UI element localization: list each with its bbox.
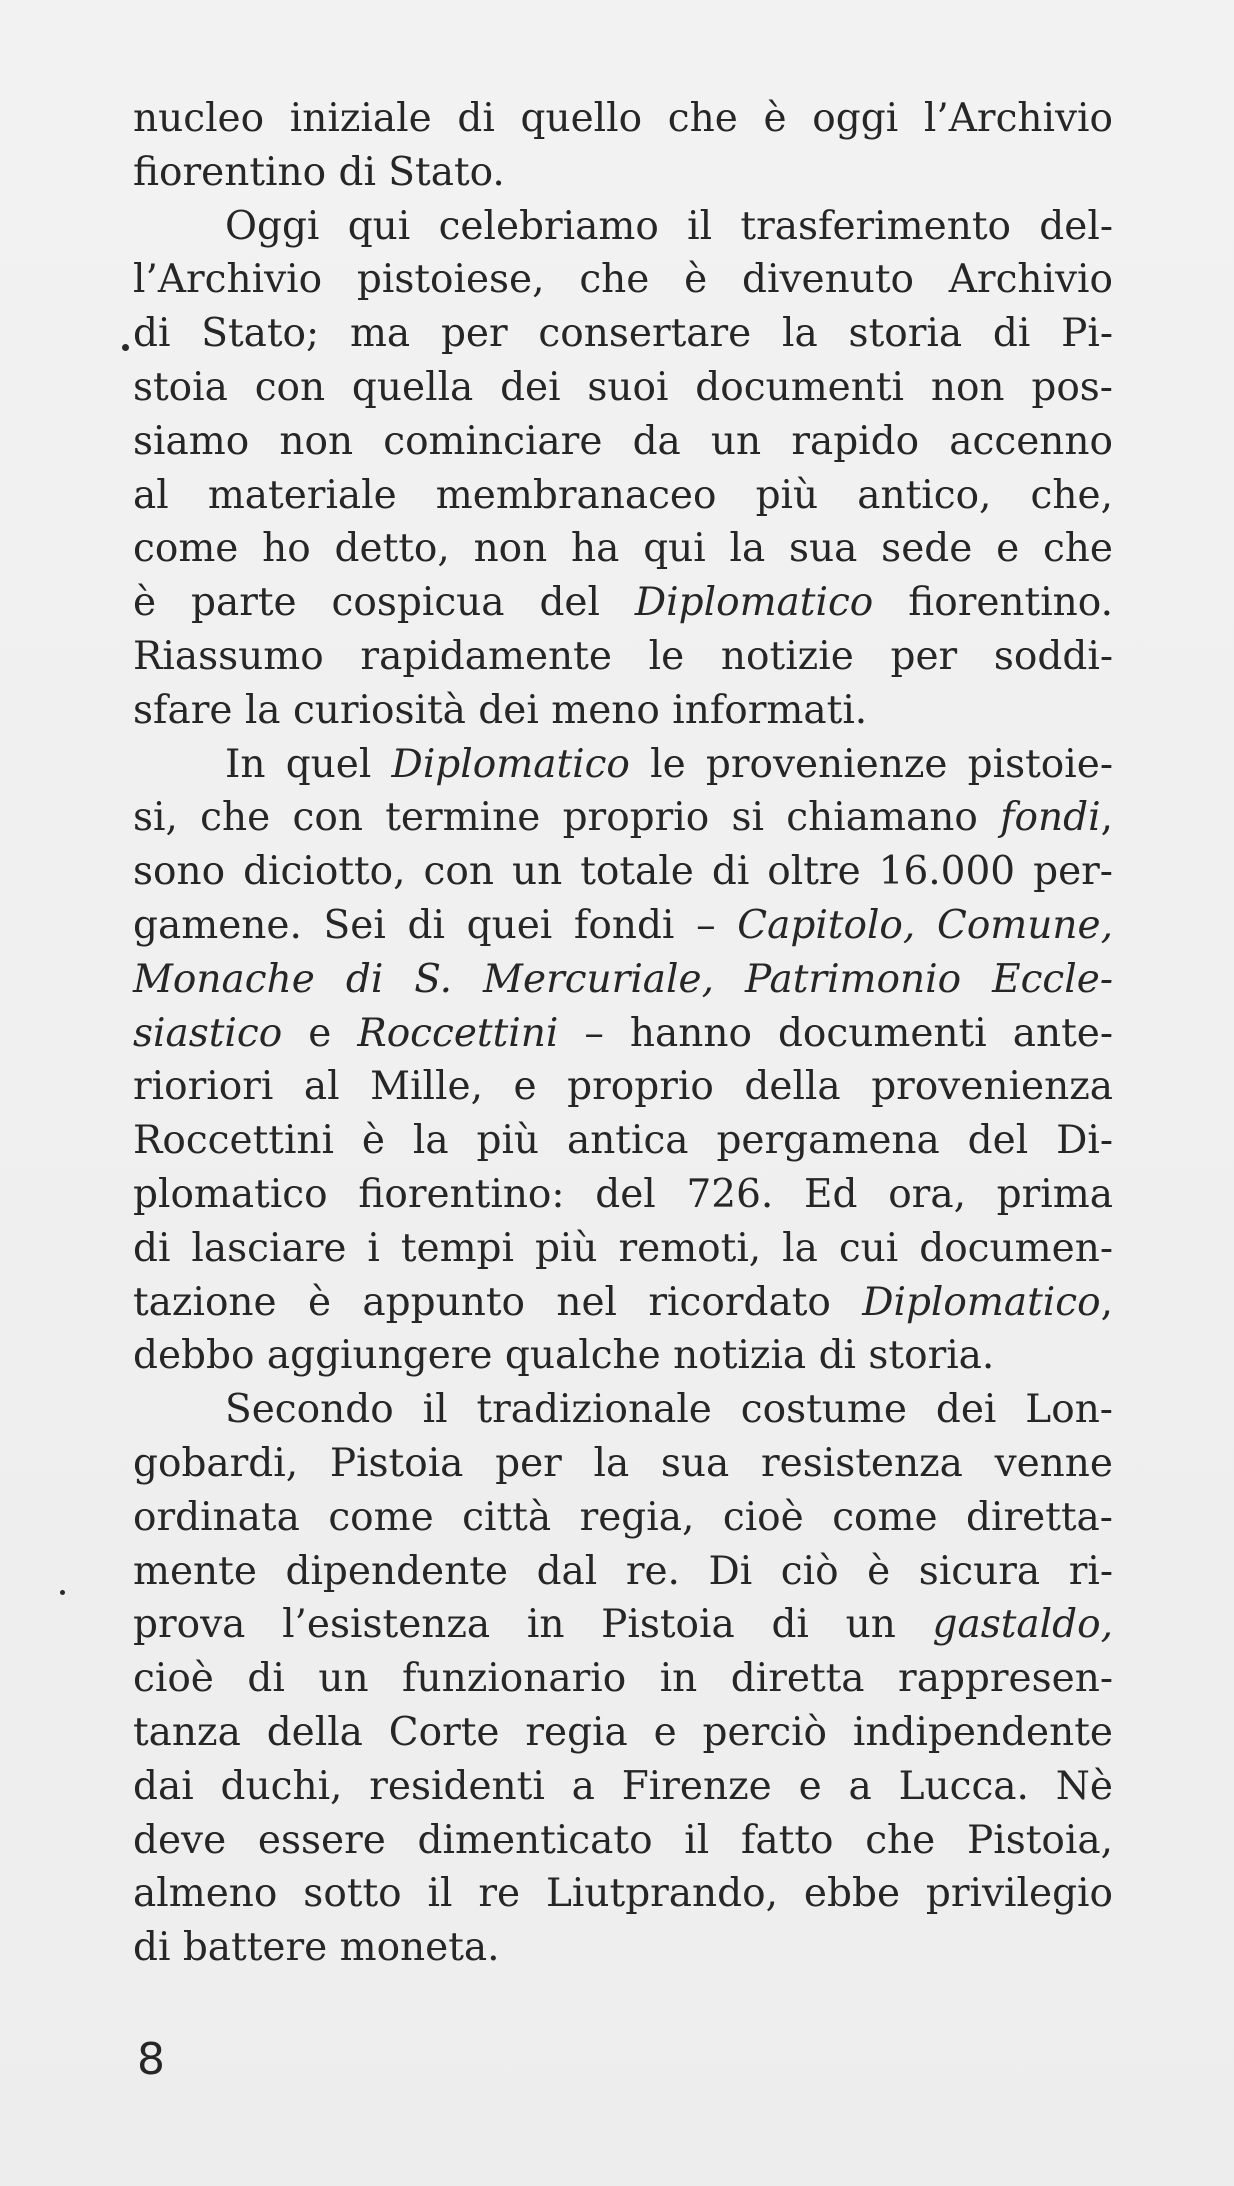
text-line (133, 1222, 1113, 1276)
italic-text: gastaldo, (932, 1602, 1113, 1648)
text-line (133, 1598, 1113, 1652)
italic-text: Monache di S. Mercuriale, Patrimonio Eccle- (133, 956, 1113, 1002)
text-run: si, che con termine proprio si chiamano (133, 795, 1001, 841)
body-text (133, 92, 1113, 1975)
text-run: di battere moneta. (133, 1925, 500, 1971)
text-line (133, 1545, 1113, 1599)
italic-text: Capitolo, Comune, (737, 902, 1113, 948)
text-line (133, 307, 1113, 361)
text-run: dai duchi, residenti a Firenze e a Lucca. Nè (133, 1763, 1113, 1809)
text-run: deve essere dimenticato il fatto che Pistoia, (133, 1817, 1113, 1863)
text-run: al materiale membranaceo più antico, che, (133, 472, 1113, 518)
text-run: Secondo il tradizionale costume dei Lon- (225, 1387, 1113, 1433)
text-run: l’Archivio pistoiese, che è divenuto Archivio (133, 257, 1113, 303)
text-line (133, 200, 1113, 254)
text-line (133, 899, 1113, 953)
text-run: cioè di un funzionario in diretta rappresen- (133, 1656, 1113, 1702)
print-speck (60, 1590, 65, 1595)
text-run: sono diciotto, con un totale di oltre 16.000 per- (133, 849, 1113, 895)
text-line (133, 1760, 1113, 1814)
text-line (133, 1114, 1113, 1168)
text-run: – hanno documenti ante- (558, 1010, 1113, 1056)
italic-text: fondi (1000, 795, 1101, 841)
text-run: prova l’esistenza in Pistoia di un (133, 1602, 933, 1648)
text-line (133, 738, 1113, 792)
text-line (133, 1921, 1113, 1975)
text-line (133, 1867, 1113, 1921)
text-run: tazione è appunto nel ricordato (133, 1279, 863, 1325)
text-line (133, 1007, 1113, 1061)
text-line (133, 791, 1113, 845)
text-run: e (282, 1010, 358, 1056)
text-run: In quel (225, 741, 392, 787)
paragraph (133, 92, 1113, 200)
text-line (133, 1652, 1113, 1706)
text-line (133, 1168, 1113, 1222)
text-run: nucleo iniziale di quello che è oggi l’Archivio (133, 96, 1113, 141)
page-number: 8 (137, 2034, 165, 2085)
text-run: di Stato; ma per consertare la storia di Pi- (133, 311, 1113, 357)
text-run: Riassumo rapidamente le notizie per soddi- (133, 633, 1113, 679)
italic-text: siastico (133, 1010, 283, 1056)
text-run: Oggi qui celebriamo il trasferimento del- (225, 203, 1113, 249)
text-line (133, 415, 1113, 469)
italic-text: Diplomatico (391, 741, 630, 787)
text-run: Roccettini è la più antica pergamena del Di- (133, 1118, 1113, 1164)
text-run: mente dipendente dal re. Di ciò è sicura ri- (133, 1548, 1113, 1594)
paragraph (133, 1383, 1113, 1975)
text-run: siamo non cominciare da un rapido accenno (133, 418, 1113, 464)
text-run: fiorentino di Stato. (133, 149, 505, 195)
text-run: di lasciare i tempi più remoti, la cui documen- (133, 1225, 1113, 1271)
text-line (133, 469, 1113, 523)
text-line (133, 1383, 1113, 1437)
italic-text: Roccettini (357, 1010, 559, 1056)
text-line (133, 146, 1113, 200)
text-run: fiorentino. (873, 580, 1113, 626)
text-run: gamene. Sei di quei fondi – (133, 902, 738, 948)
text-line (133, 1814, 1113, 1868)
text-run: rioriori al Mille, e proprio della provenienza (133, 1064, 1113, 1110)
text-line (133, 1437, 1113, 1491)
text-line (133, 576, 1113, 630)
text-line (133, 1276, 1113, 1330)
text-run: plomatico fiorentino: del 726. Ed ora, prima (133, 1171, 1113, 1217)
text-run: , (1100, 795, 1113, 841)
text-line (133, 92, 1113, 146)
text-line (133, 1060, 1113, 1114)
print-speck (122, 344, 129, 351)
text-run: stoia con quella dei suoi documenti non pos- (133, 364, 1113, 410)
text-run: come ho detto, non ha qui la sua sede e che (133, 526, 1113, 572)
text-line (133, 361, 1113, 415)
text-run: gobardi, Pistoia per la sua resistenza venne (133, 1440, 1113, 1486)
text-run: , (1100, 1279, 1113, 1325)
paragraph (133, 200, 1113, 738)
text-line (133, 522, 1113, 576)
text-line (133, 845, 1113, 899)
text-line (133, 953, 1113, 1007)
text-run: è parte cospicua del (133, 580, 635, 626)
text-line (133, 630, 1113, 684)
text-run: tanza della Corte regia e perciò indipendente (133, 1709, 1113, 1755)
text-run: debbo aggiungere qualche notizia di storia. (133, 1333, 995, 1379)
text-line (133, 1491, 1113, 1545)
text-line (133, 253, 1113, 307)
text-run: sfare la curiosità dei meno informati. (133, 687, 868, 733)
italic-text: Diplomatico (634, 580, 874, 626)
text-line (133, 684, 1113, 738)
paragraph (133, 738, 1113, 1384)
text-run: le provenienze pistoie- (629, 741, 1113, 787)
text-run: almeno sotto il re Liutprando, ebbe privilegio (133, 1871, 1113, 1917)
text-run: ordinata come città regia, cioè come diretta- (133, 1494, 1113, 1540)
text-line (133, 1706, 1113, 1760)
text-line (133, 1329, 1113, 1383)
italic-text: Diplomatico (862, 1279, 1101, 1325)
